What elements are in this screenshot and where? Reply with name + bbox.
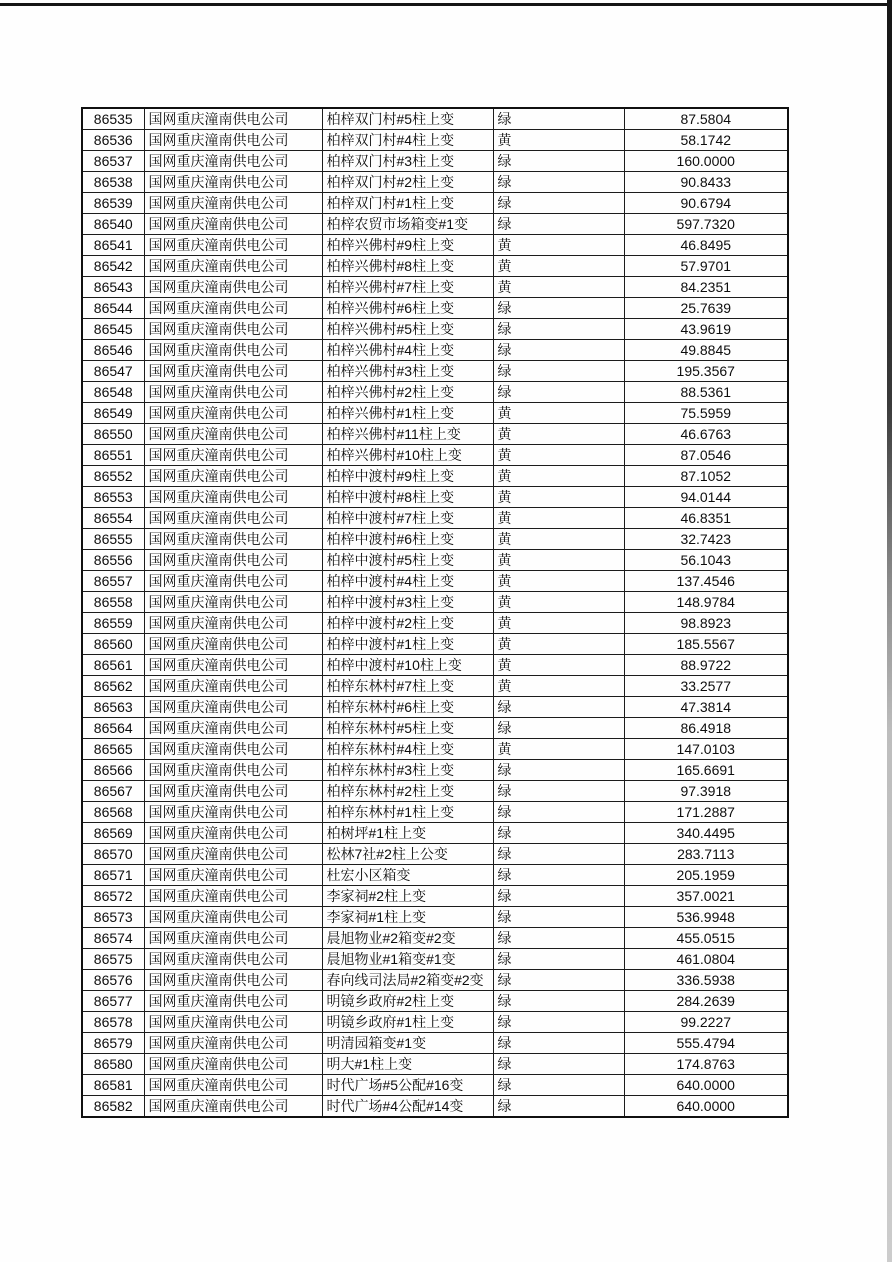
cell-device: 柏梓中渡村#2柱上变 — [322, 613, 493, 634]
cell-device: 柏梓中渡村#5柱上变 — [322, 550, 493, 571]
cell-device: 柏梓兴佛村#11柱上变 — [322, 424, 493, 445]
cell-device: 柏梓双门村#3柱上变 — [322, 151, 493, 172]
cell-company: 国网重庆潼南供电公司 — [144, 928, 322, 949]
cell-device: 柏梓东林村#4柱上变 — [322, 739, 493, 760]
table-row — [82, 718, 788, 739]
cell-status: 黄 — [493, 529, 624, 550]
cell-value: 25.7639 — [624, 298, 788, 319]
cell-id: 86581 — [82, 1075, 144, 1096]
cell-value: 137.4546 — [624, 571, 788, 592]
cell-status: 绿 — [493, 382, 624, 403]
cell-status: 黄 — [493, 613, 624, 634]
cell-status: 黄 — [493, 403, 624, 424]
cell-device: 柏梓东林村#2柱上变 — [322, 781, 493, 802]
cell-company: 国网重庆潼南供电公司 — [144, 697, 322, 718]
cell-id: 86549 — [82, 403, 144, 424]
cell-company: 国网重庆潼南供电公司 — [144, 508, 322, 529]
cell-value: 185.5567 — [624, 634, 788, 655]
cell-company: 国网重庆潼南供电公司 — [144, 760, 322, 781]
table-row — [82, 529, 788, 550]
cell-status: 绿 — [493, 1033, 624, 1054]
table-row — [82, 1054, 788, 1075]
cell-value: 174.8763 — [624, 1054, 788, 1075]
cell-id: 86544 — [82, 298, 144, 319]
cell-status: 黄 — [493, 487, 624, 508]
cell-id: 86554 — [82, 508, 144, 529]
cell-device: 柏梓兴佛村#7柱上变 — [322, 277, 493, 298]
cell-company: 国网重庆潼南供电公司 — [144, 886, 322, 907]
cell-device: 柏树坪#1柱上变 — [322, 823, 493, 844]
cell-id: 86556 — [82, 550, 144, 571]
cell-id: 86576 — [82, 970, 144, 991]
cell-id: 86550 — [82, 424, 144, 445]
cell-id: 86537 — [82, 151, 144, 172]
cell-status: 黄 — [493, 277, 624, 298]
cell-value: 597.7320 — [624, 214, 788, 235]
cell-status: 黄 — [493, 571, 624, 592]
cell-value: 340.4495 — [624, 823, 788, 844]
table-row — [82, 445, 788, 466]
cell-id: 86552 — [82, 466, 144, 487]
cell-company: 国网重庆潼南供电公司 — [144, 802, 322, 823]
cell-value: 87.0546 — [624, 445, 788, 466]
cell-device: 杜宏小区箱变 — [322, 865, 493, 886]
cell-company: 国网重庆潼南供电公司 — [144, 592, 322, 613]
cell-id: 86538 — [82, 172, 144, 193]
cell-status: 黄 — [493, 739, 624, 760]
table-row — [82, 592, 788, 613]
cell-device: 柏梓双门村#5柱上变 — [322, 108, 493, 130]
cell-id: 86565 — [82, 739, 144, 760]
table-row — [82, 382, 788, 403]
cell-id: 86558 — [82, 592, 144, 613]
cell-status: 绿 — [493, 697, 624, 718]
cell-value: 195.3567 — [624, 361, 788, 382]
cell-id: 86545 — [82, 319, 144, 340]
table-row — [82, 571, 788, 592]
cell-value: 46.6763 — [624, 424, 788, 445]
cell-value: 640.0000 — [624, 1075, 788, 1096]
cell-company: 国网重庆潼南供电公司 — [144, 970, 322, 991]
cell-id: 86568 — [82, 802, 144, 823]
cell-id: 86572 — [82, 886, 144, 907]
cell-company: 国网重庆潼南供电公司 — [144, 1075, 322, 1096]
cell-id: 86571 — [82, 865, 144, 886]
cell-status: 绿 — [493, 298, 624, 319]
cell-company: 国网重庆潼南供电公司 — [144, 256, 322, 277]
cell-value: 46.8495 — [624, 235, 788, 256]
cell-id: 86580 — [82, 1054, 144, 1075]
cell-id: 86542 — [82, 256, 144, 277]
cell-status: 绿 — [493, 108, 624, 130]
cell-device: 柏梓东林村#1柱上变 — [322, 802, 493, 823]
cell-value: 461.0804 — [624, 949, 788, 970]
table-row — [82, 1012, 788, 1033]
table-row — [82, 907, 788, 928]
table-row — [82, 424, 788, 445]
cell-value: 336.5938 — [624, 970, 788, 991]
cell-status: 绿 — [493, 193, 624, 214]
cell-device: 柏梓兴佛村#8柱上变 — [322, 256, 493, 277]
cell-status: 绿 — [493, 949, 624, 970]
cell-status: 绿 — [493, 361, 624, 382]
cell-device: 晨旭物业#2箱变#2变 — [322, 928, 493, 949]
cell-status: 绿 — [493, 340, 624, 361]
table-row — [82, 361, 788, 382]
table-row — [82, 340, 788, 361]
cell-company: 国网重庆潼南供电公司 — [144, 172, 322, 193]
cell-id: 86559 — [82, 613, 144, 634]
table-row — [82, 928, 788, 949]
cell-device: 时代广场#4公配#14变 — [322, 1096, 493, 1118]
cell-company: 国网重庆潼南供电公司 — [144, 718, 322, 739]
cell-id: 86582 — [82, 1096, 144, 1118]
table-row — [82, 739, 788, 760]
table-row — [82, 151, 788, 172]
cell-company: 国网重庆潼南供电公司 — [144, 529, 322, 550]
cell-value: 84.2351 — [624, 277, 788, 298]
cell-company: 国网重庆潼南供电公司 — [144, 844, 322, 865]
cell-status: 黄 — [493, 424, 624, 445]
cell-company: 国网重庆潼南供电公司 — [144, 466, 322, 487]
cell-status: 绿 — [493, 928, 624, 949]
cell-device: 柏梓东林村#5柱上变 — [322, 718, 493, 739]
cell-device: 柏梓东林村#3柱上变 — [322, 760, 493, 781]
cell-company: 国网重庆潼南供电公司 — [144, 1054, 322, 1075]
cell-status: 绿 — [493, 214, 624, 235]
table-row — [82, 781, 788, 802]
table-row — [82, 235, 788, 256]
cell-value: 536.9948 — [624, 907, 788, 928]
cell-status: 黄 — [493, 466, 624, 487]
table-row — [82, 844, 788, 865]
cell-company: 国网重庆潼南供电公司 — [144, 676, 322, 697]
cell-company: 国网重庆潼南供电公司 — [144, 949, 322, 970]
scan-edge-right — [887, 0, 892, 1262]
cell-device: 李家祠#1柱上变 — [322, 907, 493, 928]
cell-device: 柏梓农贸市场箱变#1变 — [322, 214, 493, 235]
cell-status: 黄 — [493, 235, 624, 256]
cell-company: 国网重庆潼南供电公司 — [144, 655, 322, 676]
cell-value: 87.5804 — [624, 108, 788, 130]
table-row — [82, 1033, 788, 1054]
table-row — [82, 277, 788, 298]
cell-id: 86578 — [82, 1012, 144, 1033]
cell-value: 43.9619 — [624, 319, 788, 340]
cell-status: 绿 — [493, 1075, 624, 1096]
cell-status: 绿 — [493, 970, 624, 991]
cell-value: 147.0103 — [624, 739, 788, 760]
cell-id: 86546 — [82, 340, 144, 361]
cell-device: 柏梓兴佛村#9柱上变 — [322, 235, 493, 256]
cell-value: 160.0000 — [624, 151, 788, 172]
table-row — [82, 697, 788, 718]
cell-value: 88.9722 — [624, 655, 788, 676]
cell-device: 柏梓双门村#4柱上变 — [322, 130, 493, 151]
table-row — [82, 403, 788, 424]
cell-company: 国网重庆潼南供电公司 — [144, 130, 322, 151]
cell-device: 松林7社#2柱上公变 — [322, 844, 493, 865]
cell-status: 黄 — [493, 445, 624, 466]
cell-value: 47.3814 — [624, 697, 788, 718]
table-row — [82, 172, 788, 193]
cell-value: 455.0515 — [624, 928, 788, 949]
cell-id: 86557 — [82, 571, 144, 592]
cell-status: 绿 — [493, 319, 624, 340]
cell-value: 58.1742 — [624, 130, 788, 151]
cell-company: 国网重庆潼南供电公司 — [144, 214, 322, 235]
table-row — [82, 508, 788, 529]
cell-device: 柏梓兴佛村#10柱上变 — [322, 445, 493, 466]
cell-device: 柏梓兴佛村#4柱上变 — [322, 340, 493, 361]
cell-device: 晨旭物业#1箱变#1变 — [322, 949, 493, 970]
cell-company: 国网重庆潼南供电公司 — [144, 277, 322, 298]
cell-company: 国网重庆潼南供电公司 — [144, 823, 322, 844]
cell-company: 国网重庆潼南供电公司 — [144, 739, 322, 760]
cell-company: 国网重庆潼南供电公司 — [144, 634, 322, 655]
cell-status: 黄 — [493, 550, 624, 571]
cell-status: 绿 — [493, 1054, 624, 1075]
cell-value: 94.0144 — [624, 487, 788, 508]
cell-status: 黄 — [493, 508, 624, 529]
table-row — [82, 466, 788, 487]
cell-company: 国网重庆潼南供电公司 — [144, 298, 322, 319]
cell-device: 柏梓中渡村#8柱上变 — [322, 487, 493, 508]
cell-value: 75.5959 — [624, 403, 788, 424]
cell-value: 57.9701 — [624, 256, 788, 277]
cell-id: 86574 — [82, 928, 144, 949]
cell-device: 柏梓中渡村#7柱上变 — [322, 508, 493, 529]
cell-id: 86560 — [82, 634, 144, 655]
cell-id: 86539 — [82, 193, 144, 214]
cell-company: 国网重庆潼南供电公司 — [144, 361, 322, 382]
table-row — [82, 676, 788, 697]
table-row — [82, 1075, 788, 1096]
cell-status: 绿 — [493, 718, 624, 739]
cell-status: 绿 — [493, 1096, 624, 1118]
cell-id: 86573 — [82, 907, 144, 928]
scan-edge-top — [0, 3, 892, 6]
cell-company: 国网重庆潼南供电公司 — [144, 613, 322, 634]
cell-status: 绿 — [493, 844, 624, 865]
table-row — [82, 487, 788, 508]
cell-device: 明清园箱变#1变 — [322, 1033, 493, 1054]
cell-device: 柏梓兴佛村#2柱上变 — [322, 382, 493, 403]
table-row — [82, 970, 788, 991]
cell-company: 国网重庆潼南供电公司 — [144, 403, 322, 424]
cell-value: 640.0000 — [624, 1096, 788, 1118]
table-row — [82, 760, 788, 781]
table-row — [82, 130, 788, 151]
cell-company: 国网重庆潼南供电公司 — [144, 382, 322, 403]
cell-device: 柏梓兴佛村#3柱上变 — [322, 361, 493, 382]
cell-device: 时代广场#5公配#16变 — [322, 1075, 493, 1096]
cell-device: 柏梓中渡村#9柱上变 — [322, 466, 493, 487]
cell-value: 165.6691 — [624, 760, 788, 781]
cell-value: 88.5361 — [624, 382, 788, 403]
cell-company: 国网重庆潼南供电公司 — [144, 108, 322, 130]
table-row — [82, 991, 788, 1012]
cell-device: 柏梓中渡村#1柱上变 — [322, 634, 493, 655]
cell-device: 柏梓中渡村#4柱上变 — [322, 571, 493, 592]
cell-value: 86.4918 — [624, 718, 788, 739]
cell-value: 555.4794 — [624, 1033, 788, 1054]
table-row — [82, 949, 788, 970]
table-row — [82, 655, 788, 676]
cell-value: 148.9784 — [624, 592, 788, 613]
cell-status: 绿 — [493, 802, 624, 823]
cell-company: 国网重庆潼南供电公司 — [144, 550, 322, 571]
cell-value: 90.8433 — [624, 172, 788, 193]
cell-status: 黄 — [493, 130, 624, 151]
cell-value: 98.8923 — [624, 613, 788, 634]
cell-status: 绿 — [493, 886, 624, 907]
cell-company: 国网重庆潼南供电公司 — [144, 991, 322, 1012]
table-row — [82, 256, 788, 277]
cell-device: 明镜乡政府#2柱上变 — [322, 991, 493, 1012]
cell-id: 86555 — [82, 529, 144, 550]
cell-device: 春向线司法局#2箱变#2变 — [322, 970, 493, 991]
cell-status: 黄 — [493, 592, 624, 613]
cell-company: 国网重庆潼南供电公司 — [144, 781, 322, 802]
cell-device: 柏梓双门村#1柱上变 — [322, 193, 493, 214]
cell-device: 柏梓双门村#2柱上变 — [322, 172, 493, 193]
cell-company: 国网重庆潼南供电公司 — [144, 571, 322, 592]
cell-value: 205.1959 — [624, 865, 788, 886]
cell-company: 国网重庆潼南供电公司 — [144, 340, 322, 361]
table-row — [82, 108, 788, 130]
cell-device: 柏梓东林村#7柱上变 — [322, 676, 493, 697]
table-row — [82, 214, 788, 235]
cell-company: 国网重庆潼南供电公司 — [144, 1012, 322, 1033]
cell-id: 86536 — [82, 130, 144, 151]
cell-id: 86575 — [82, 949, 144, 970]
table-row — [82, 298, 788, 319]
cell-id: 86577 — [82, 991, 144, 1012]
table-row — [82, 634, 788, 655]
cell-device: 柏梓兴佛村#1柱上变 — [322, 403, 493, 424]
cell-device: 李家祠#2柱上变 — [322, 886, 493, 907]
cell-id: 86567 — [82, 781, 144, 802]
cell-value: 284.2639 — [624, 991, 788, 1012]
cell-status: 黄 — [493, 634, 624, 655]
cell-company: 国网重庆潼南供电公司 — [144, 907, 322, 928]
cell-id: 86540 — [82, 214, 144, 235]
table-row — [82, 319, 788, 340]
cell-status: 绿 — [493, 151, 624, 172]
cell-value: 33.2577 — [624, 676, 788, 697]
cell-value: 56.1043 — [624, 550, 788, 571]
cell-company: 国网重庆潼南供电公司 — [144, 319, 322, 340]
cell-value: 87.1052 — [624, 466, 788, 487]
cell-id: 86563 — [82, 697, 144, 718]
cell-id: 86535 — [82, 108, 144, 130]
cell-company: 国网重庆潼南供电公司 — [144, 487, 322, 508]
table-row — [82, 886, 788, 907]
table-body — [82, 108, 788, 1117]
cell-value: 171.2887 — [624, 802, 788, 823]
cell-company: 国网重庆潼南供电公司 — [144, 1096, 322, 1118]
cell-id: 86543 — [82, 277, 144, 298]
cell-company: 国网重庆潼南供电公司 — [144, 424, 322, 445]
cell-company: 国网重庆潼南供电公司 — [144, 193, 322, 214]
cell-status: 绿 — [493, 172, 624, 193]
data-table — [81, 107, 789, 1118]
cell-id: 86570 — [82, 844, 144, 865]
cell-status: 绿 — [493, 823, 624, 844]
cell-value: 49.8845 — [624, 340, 788, 361]
cell-id: 86541 — [82, 235, 144, 256]
cell-id: 86547 — [82, 361, 144, 382]
cell-id: 86569 — [82, 823, 144, 844]
cell-company: 国网重庆潼南供电公司 — [144, 445, 322, 466]
cell-status: 黄 — [493, 676, 624, 697]
cell-id: 86551 — [82, 445, 144, 466]
cell-device: 柏梓兴佛村#6柱上变 — [322, 298, 493, 319]
cell-status: 黄 — [493, 655, 624, 676]
cell-device: 柏梓东林村#6柱上变 — [322, 697, 493, 718]
cell-device: 明镜乡政府#1柱上变 — [322, 1012, 493, 1033]
cell-value: 99.2227 — [624, 1012, 788, 1033]
cell-value: 90.6794 — [624, 193, 788, 214]
table-row — [82, 193, 788, 214]
cell-company: 国网重庆潼南供电公司 — [144, 151, 322, 172]
cell-status: 绿 — [493, 1012, 624, 1033]
cell-device: 柏梓中渡村#6柱上变 — [322, 529, 493, 550]
table-row — [82, 802, 788, 823]
cell-value: 283.7113 — [624, 844, 788, 865]
cell-status: 绿 — [493, 865, 624, 886]
cell-id: 86566 — [82, 760, 144, 781]
cell-value: 357.0021 — [624, 886, 788, 907]
cell-value: 32.7423 — [624, 529, 788, 550]
cell-id: 86579 — [82, 1033, 144, 1054]
cell-company: 国网重庆潼南供电公司 — [144, 235, 322, 256]
cell-status: 绿 — [493, 760, 624, 781]
cell-device: 柏梓中渡村#3柱上变 — [322, 592, 493, 613]
cell-status: 绿 — [493, 907, 624, 928]
cell-company: 国网重庆潼南供电公司 — [144, 865, 322, 886]
cell-id: 86562 — [82, 676, 144, 697]
cell-value: 97.3918 — [624, 781, 788, 802]
cell-id: 86564 — [82, 718, 144, 739]
table-row — [82, 823, 788, 844]
cell-device: 柏梓中渡村#10柱上变 — [322, 655, 493, 676]
cell-company: 国网重庆潼南供电公司 — [144, 1033, 322, 1054]
cell-status: 绿 — [493, 991, 624, 1012]
cell-value: 46.8351 — [624, 508, 788, 529]
cell-status: 绿 — [493, 781, 624, 802]
cell-status: 黄 — [493, 256, 624, 277]
cell-id: 86561 — [82, 655, 144, 676]
cell-id: 86548 — [82, 382, 144, 403]
cell-id: 86553 — [82, 487, 144, 508]
table-row — [82, 550, 788, 571]
cell-device: 明大#1柱上变 — [322, 1054, 493, 1075]
table-row — [82, 613, 788, 634]
cell-device: 柏梓兴佛村#5柱上变 — [322, 319, 493, 340]
table-row — [82, 865, 788, 886]
table-row — [82, 1096, 788, 1118]
